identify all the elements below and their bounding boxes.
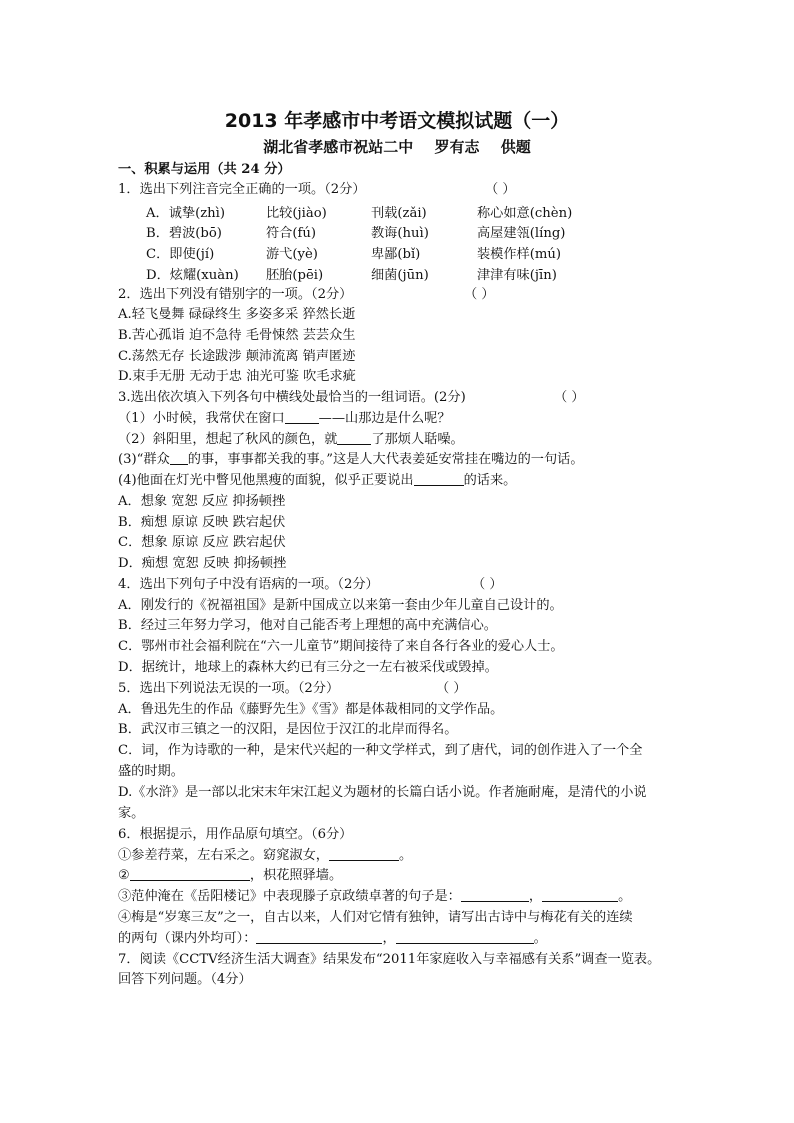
option-a-1: A．诚挚(zhì) (146, 206, 226, 221)
school-name: 湖北省孝感市祝站二中 (263, 138, 414, 156)
sentence-text: 的话来。 (463, 473, 517, 488)
sentence-1 (118, 409, 451, 430)
author-name: 罗有志 (434, 138, 480, 156)
item-text: 。 (618, 889, 632, 904)
option-a-4: 称心如意(chèn) (477, 206, 573, 221)
item-text: ， (382, 931, 396, 946)
fill-item-4: ④梅是“岁寒三友”之一，自古以来，人们对它情有独钟，请写出古诗中与梅花有关的连续 (118, 910, 633, 925)
option-b-2: 符合(fú) (266, 226, 317, 241)
option-d-4: 津津有味(jīn) (477, 268, 557, 283)
option-b-1: B．碧波(bō) (146, 226, 222, 241)
item-text: ③范仲淹在《岳阳楼记》中表现滕子京政绩卓著的句子是： (118, 889, 461, 904)
option-d-2: 胚胎(pēi) (266, 268, 324, 283)
option-a: A．刚发行的《祝福祖国》是新中国成立以来第一套由少年儿童自己设计的。 (118, 598, 563, 613)
item-text: ， (528, 889, 543, 904)
option-d-cont: 家。 (118, 806, 145, 821)
option-b: B.苦心孤诣 迫不急待 毛骨悚然 芸芸众生 (118, 328, 356, 343)
question-3-stem (118, 388, 585, 409)
option-c: C．词，作为诗歌的一种，是宋代兴起的一种文学样式，到了唐代，词的创作进入了一个全 (118, 743, 643, 758)
sentence-text: （2）斜阳里，想起了秋风的颜色，就 (118, 432, 338, 447)
fill-blank[interactable] (285, 409, 319, 424)
fill-blank[interactable] (337, 430, 371, 445)
question-7-stem-cont: 回答下列问题。（4分） (118, 972, 252, 987)
item-text: 。 (533, 931, 547, 946)
option-b: B．痴想 原谅 反映 跌宕起伏 (118, 515, 286, 530)
option-a-2: 比较(jiào) (266, 206, 327, 221)
section-heading: 一、积累与运用（共 24 分） (118, 162, 291, 177)
question-4-stem (118, 575, 503, 596)
option-d-1: D．炫耀(xuàn) (146, 268, 239, 283)
option-c-4: 装模作样(mú) (477, 247, 562, 262)
answer-paren: （ ） (464, 287, 495, 302)
option-b: B．武汉市三镇之一的汉阳，是因位于汉江的北岸而得名。 (118, 722, 458, 737)
option-c-3: 卑鄙(bǐ) (371, 247, 421, 262)
question-text: 2．选出下列没有错别字的一项。（2分） (118, 287, 353, 302)
fill-blank[interactable] (329, 846, 399, 861)
page-title: 2013 年孝感市中考语文模拟试题（一） (224, 110, 570, 132)
option-c-1: C．即使(jí) (146, 247, 215, 262)
option-d: D.束手无册 无动于忠 油光可鉴 吹毛求疵 (118, 369, 356, 384)
fill-blank[interactable] (461, 887, 529, 902)
sentence-text: 的事，事事都关我的事。”这是人大代表姜延安常挂在嘴边的一句话。 (187, 452, 584, 467)
fill-item-1 (118, 846, 412, 867)
item-text: 的两句（课内外均可）： (118, 931, 257, 946)
sentence-text: ——山那边是什么呢？ (318, 411, 451, 426)
item-text: ①参差荇菜，左右采之。窈窕淑女， (118, 848, 329, 863)
question-6-stem: 6．根据提示，用作品原句填空。（6分） (118, 827, 353, 842)
option-c: C．鄂州市社会福利院在“六一儿童节”期间接待了来自各行各业的爱心人士。 (118, 639, 564, 654)
option-c: C．想象 原谅 反应 跌宕起伏 (118, 535, 286, 550)
sentence-2 (118, 430, 464, 451)
sentence-text: （1）小时候，我常伏在窗口 (118, 411, 285, 426)
question-5-stem (118, 679, 467, 700)
sentence-text: 了那烦人聒噪。 (371, 432, 464, 447)
item-text: ② (118, 868, 130, 883)
fill-item-4-cont (118, 929, 547, 950)
fill-blank[interactable] (256, 929, 382, 944)
option-c-cont: 盛的时期。 (118, 764, 184, 779)
question-text: 3.选出依次填入下列各句中横线处最恰当的一组词语。(2分) (118, 390, 466, 405)
question-text: 5．选出下列说法无误的一项。（2分） (118, 681, 340, 696)
fill-blank[interactable] (130, 866, 250, 881)
item-text: ，枳花照驿墙。 (249, 868, 343, 883)
option-d: D．据统计，地球上的森林大约已有三分之一左右被采伐或毁掉。 (118, 660, 498, 675)
option-d: D.《水浒》是一部以北宋末年宋江起义为题材的长篇白话小说。作者施耐庵，是清代的小说 (118, 785, 647, 800)
fill-item-3 (118, 887, 631, 908)
answer-paren: （ ） (554, 390, 585, 405)
question-7-stem: 7．阅读《CCTV经济生活大调查》结果发布“2011年家庭收入与幸福感有关系”调查一览表。 (118, 952, 661, 967)
sentence-text: (4)他面在灯光中瞥见他黑瘦的面貌，似乎正要说出 (118, 473, 414, 488)
option-a: A．鲁迅先生的作品《藤野先生》《雪》都是体裁相同的文学作品。 (118, 702, 504, 717)
option-d: D．痴想 宽恕 反映 抑扬顿挫 (118, 556, 287, 571)
fill-blank[interactable] (396, 929, 534, 944)
fill-blank[interactable] (170, 450, 188, 465)
option-a: A．想象 宽恕 反应 抑扬顿挫 (118, 494, 286, 509)
option-a-3: 刊载(zǎi) (371, 206, 427, 221)
sentence-text: (3)“群众 (118, 452, 170, 467)
option-b-3: 教诲(huì) (371, 226, 429, 241)
item-text: 。 (399, 848, 413, 863)
answer-paren: （ ） (485, 182, 516, 197)
answer-paren: （ ） (436, 681, 467, 696)
question-text: 1．选出下列注音完全正确的一项。（2分） (118, 182, 366, 197)
sentence-4 (118, 471, 516, 492)
question-2-stem (118, 285, 495, 306)
option-b-4: 高屋建瓴(líng) (477, 226, 566, 241)
answer-paren: （ ） (472, 577, 503, 592)
option-b: B．经过三年努力学习，他对自己能否考上理想的高中充满信心。 (118, 618, 497, 633)
option-c: C.荡然无存 长途跋涉 颠沛流离 销声匿迹 (118, 349, 356, 364)
option-c-2: 游弋(yè) (266, 247, 318, 262)
provide-label: 供题 (500, 138, 531, 156)
fill-item-2 (118, 866, 342, 887)
option-a: A.轻飞曼舞 碌碌终生 多姿多采 猝然长逝 (118, 307, 356, 322)
fill-blank[interactable] (542, 887, 618, 902)
question-1-stem (118, 180, 516, 201)
sentence-3 (118, 450, 584, 471)
option-d-3: 细菌(jūn) (371, 268, 429, 283)
fill-blank[interactable] (414, 471, 464, 486)
author-line (0, 136, 794, 157)
question-text: 4．选出下列句子中没有语病的一项。（2分） (118, 577, 379, 592)
